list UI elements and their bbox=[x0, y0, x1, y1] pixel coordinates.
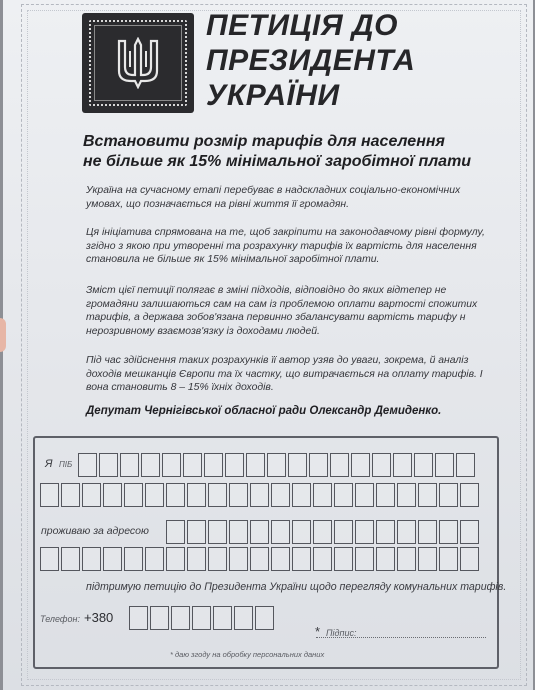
letter-cell[interactable] bbox=[99, 453, 118, 477]
trident-icon bbox=[115, 37, 161, 89]
pib-label: ПІБ bbox=[59, 460, 73, 469]
phone-cells[interactable] bbox=[129, 606, 276, 630]
digit-cell[interactable] bbox=[234, 606, 253, 630]
letter-cell[interactable] bbox=[372, 453, 391, 477]
letter-cell[interactable] bbox=[414, 453, 433, 477]
digit-cell[interactable] bbox=[213, 606, 232, 630]
letter-cell[interactable] bbox=[208, 547, 227, 571]
letter-cell[interactable] bbox=[313, 547, 332, 571]
digit-cell[interactable] bbox=[129, 606, 148, 630]
letter-cell[interactable] bbox=[439, 483, 458, 507]
signature-line[interactable] bbox=[316, 637, 486, 638]
paragraph-1 bbox=[86, 184, 486, 211]
letter-cell[interactable] bbox=[271, 520, 290, 544]
text-line: нерозривному взаємозв'язку із доходами людей. bbox=[86, 325, 320, 337]
letter-cell[interactable] bbox=[166, 520, 185, 544]
letter-cell[interactable] bbox=[82, 483, 101, 507]
text-line: Ця ініціатива спрямована на те, щоб закріпити на законодавчому рівні формулу, bbox=[86, 227, 485, 238]
letter-cell[interactable] bbox=[82, 547, 101, 571]
petition-title bbox=[206, 8, 415, 113]
letter-cell[interactable] bbox=[334, 520, 353, 544]
letter-cell[interactable] bbox=[309, 453, 328, 477]
letter-cell[interactable] bbox=[334, 547, 353, 571]
paragraph-3 bbox=[86, 284, 486, 338]
letter-cell[interactable] bbox=[61, 547, 80, 571]
letter-cell[interactable] bbox=[145, 547, 164, 571]
subtitle-line: не більше як 15% мінімальної заробітної плати bbox=[83, 153, 472, 170]
letter-cell[interactable] bbox=[162, 453, 181, 477]
letter-cell[interactable] bbox=[61, 483, 80, 507]
finger-edge bbox=[0, 318, 6, 352]
letter-cell[interactable] bbox=[460, 520, 479, 544]
title-line: УКРАЇНИ bbox=[206, 79, 340, 112]
letter-cell[interactable] bbox=[208, 483, 227, 507]
phone-label: Телефон: bbox=[40, 614, 80, 624]
letter-cell[interactable] bbox=[439, 520, 458, 544]
ya-label: Я bbox=[45, 458, 53, 470]
text-line: вона становить 8 – 15% їхніх доходів. bbox=[86, 382, 274, 393]
support-statement: підтримую петицію до Президента України щодо перегляду комунальних тарифів. bbox=[86, 581, 507, 593]
letter-cell[interactable] bbox=[208, 520, 227, 544]
name-cells-row-1[interactable] bbox=[78, 453, 477, 477]
letter-cell[interactable] bbox=[334, 483, 353, 507]
letter-cell[interactable] bbox=[246, 453, 265, 477]
text-line: становила не більше як 15% мінімальної заробітної плати. bbox=[86, 254, 380, 265]
letter-cell[interactable] bbox=[141, 453, 160, 477]
letter-cell[interactable] bbox=[460, 483, 479, 507]
consent-note: * даю згоду на обробку персональних даних bbox=[170, 650, 325, 659]
letter-cell[interactable] bbox=[393, 453, 412, 477]
name-cells-row-2[interactable] bbox=[40, 483, 481, 507]
letter-cell[interactable] bbox=[288, 453, 307, 477]
letter-cell[interactable] bbox=[250, 483, 269, 507]
paragraph-4 bbox=[86, 354, 486, 395]
letter-cell[interactable] bbox=[187, 547, 206, 571]
text-line: доходів мешканців Європи та їх частку, що витрачається на оплату тарифів. І bbox=[86, 368, 483, 380]
letter-cell[interactable] bbox=[40, 483, 59, 507]
text-line: Під час здійснення таких розрахунків її автор узяв до уваги, зокрема, й аналіз bbox=[86, 355, 469, 366]
phone-prefix: +380 bbox=[84, 610, 114, 625]
subtitle-line: Встановити розмір тарифів для населення bbox=[83, 133, 445, 150]
author-signature-line: Депутат Чернігівської обласної ради Олександр Демиденко. bbox=[86, 405, 442, 417]
letter-cell[interactable] bbox=[271, 483, 290, 507]
letter-cell[interactable] bbox=[124, 483, 143, 507]
letter-cell[interactable] bbox=[397, 547, 416, 571]
letter-cell[interactable] bbox=[183, 453, 202, 477]
letter-cell[interactable] bbox=[418, 520, 437, 544]
letter-cell[interactable] bbox=[435, 453, 454, 477]
letter-cell[interactable] bbox=[103, 547, 122, 571]
letter-cell[interactable] bbox=[292, 547, 311, 571]
letter-cell[interactable] bbox=[187, 483, 206, 507]
text-line: умовах, що позначається на рівні життя її громадян. bbox=[86, 198, 349, 210]
letter-cell[interactable] bbox=[166, 547, 185, 571]
letter-cell[interactable] bbox=[376, 520, 395, 544]
letter-cell[interactable] bbox=[267, 453, 286, 477]
digit-cell[interactable] bbox=[255, 606, 274, 630]
petition-subtitle bbox=[83, 132, 471, 172]
signature-asterisk: * bbox=[315, 624, 321, 639]
paragraph-2 bbox=[86, 226, 486, 267]
letter-cell[interactable] bbox=[330, 453, 349, 477]
letter-cell[interactable] bbox=[229, 483, 248, 507]
letter-cell[interactable] bbox=[120, 453, 139, 477]
letter-cell[interactable] bbox=[313, 520, 332, 544]
letter-cell[interactable] bbox=[40, 547, 59, 571]
text-line: згідно з якою при утворенні та розрахунку тарифів їх вартість для населення bbox=[86, 240, 477, 252]
letter-cell[interactable] bbox=[376, 547, 395, 571]
letter-cell[interactable] bbox=[456, 453, 475, 477]
digit-cell[interactable] bbox=[192, 606, 211, 630]
letter-cell[interactable] bbox=[313, 483, 332, 507]
letter-cell[interactable] bbox=[204, 453, 223, 477]
signature-label: Підпис: bbox=[326, 628, 357, 638]
digit-cell[interactable] bbox=[171, 606, 190, 630]
address-cells-row-1[interactable] bbox=[166, 520, 481, 544]
text-line: Зміст цієї петиції полягає в зміні підходів, відповідно до яких відтепер не bbox=[86, 285, 447, 296]
letter-cell[interactable] bbox=[418, 483, 437, 507]
text-line: громадяни залишаються сам на сам із проблемою оплати вартості спожитих bbox=[86, 298, 478, 310]
letter-cell[interactable] bbox=[166, 483, 185, 507]
letter-cell[interactable] bbox=[376, 483, 395, 507]
letter-cell[interactable] bbox=[355, 520, 374, 544]
letter-cell[interactable] bbox=[355, 547, 374, 571]
title-line: ПЕТИЦІЯ ДО bbox=[206, 9, 398, 42]
address-cells-row-2[interactable] bbox=[40, 547, 481, 571]
letter-cell[interactable] bbox=[351, 453, 370, 477]
letter-cell[interactable] bbox=[292, 483, 311, 507]
text-line: Україна на сучасному етапі перебуває в надскладних соціально-економічних bbox=[86, 185, 461, 196]
digit-cell[interactable] bbox=[150, 606, 169, 630]
letter-cell[interactable] bbox=[439, 547, 458, 571]
letter-cell[interactable] bbox=[418, 547, 437, 571]
letter-cell[interactable] bbox=[397, 520, 416, 544]
letter-cell[interactable] bbox=[355, 483, 374, 507]
letter-cell[interactable] bbox=[292, 520, 311, 544]
letter-cell[interactable] bbox=[187, 520, 206, 544]
letter-cell[interactable] bbox=[250, 520, 269, 544]
letter-cell[interactable] bbox=[229, 547, 248, 571]
letter-cell[interactable] bbox=[460, 547, 479, 571]
letter-cell[interactable] bbox=[78, 453, 97, 477]
letter-cell[interactable] bbox=[229, 520, 248, 544]
letter-cell[interactable] bbox=[103, 483, 122, 507]
letter-cell[interactable] bbox=[250, 547, 269, 571]
letter-cell[interactable] bbox=[124, 547, 143, 571]
text-line: тарифів, а держава зобов'язана первинно збалансувати вартість тарифу н bbox=[86, 312, 466, 323]
letter-cell[interactable] bbox=[145, 483, 164, 507]
address-label: проживаю за адресою bbox=[41, 525, 149, 537]
letter-cell[interactable] bbox=[271, 547, 290, 571]
title-line: ПРЕЗИДЕНТА bbox=[206, 44, 416, 77]
letter-cell[interactable] bbox=[397, 483, 416, 507]
letter-cell[interactable] bbox=[225, 453, 244, 477]
coat-of-arms-emblem bbox=[82, 13, 194, 113]
